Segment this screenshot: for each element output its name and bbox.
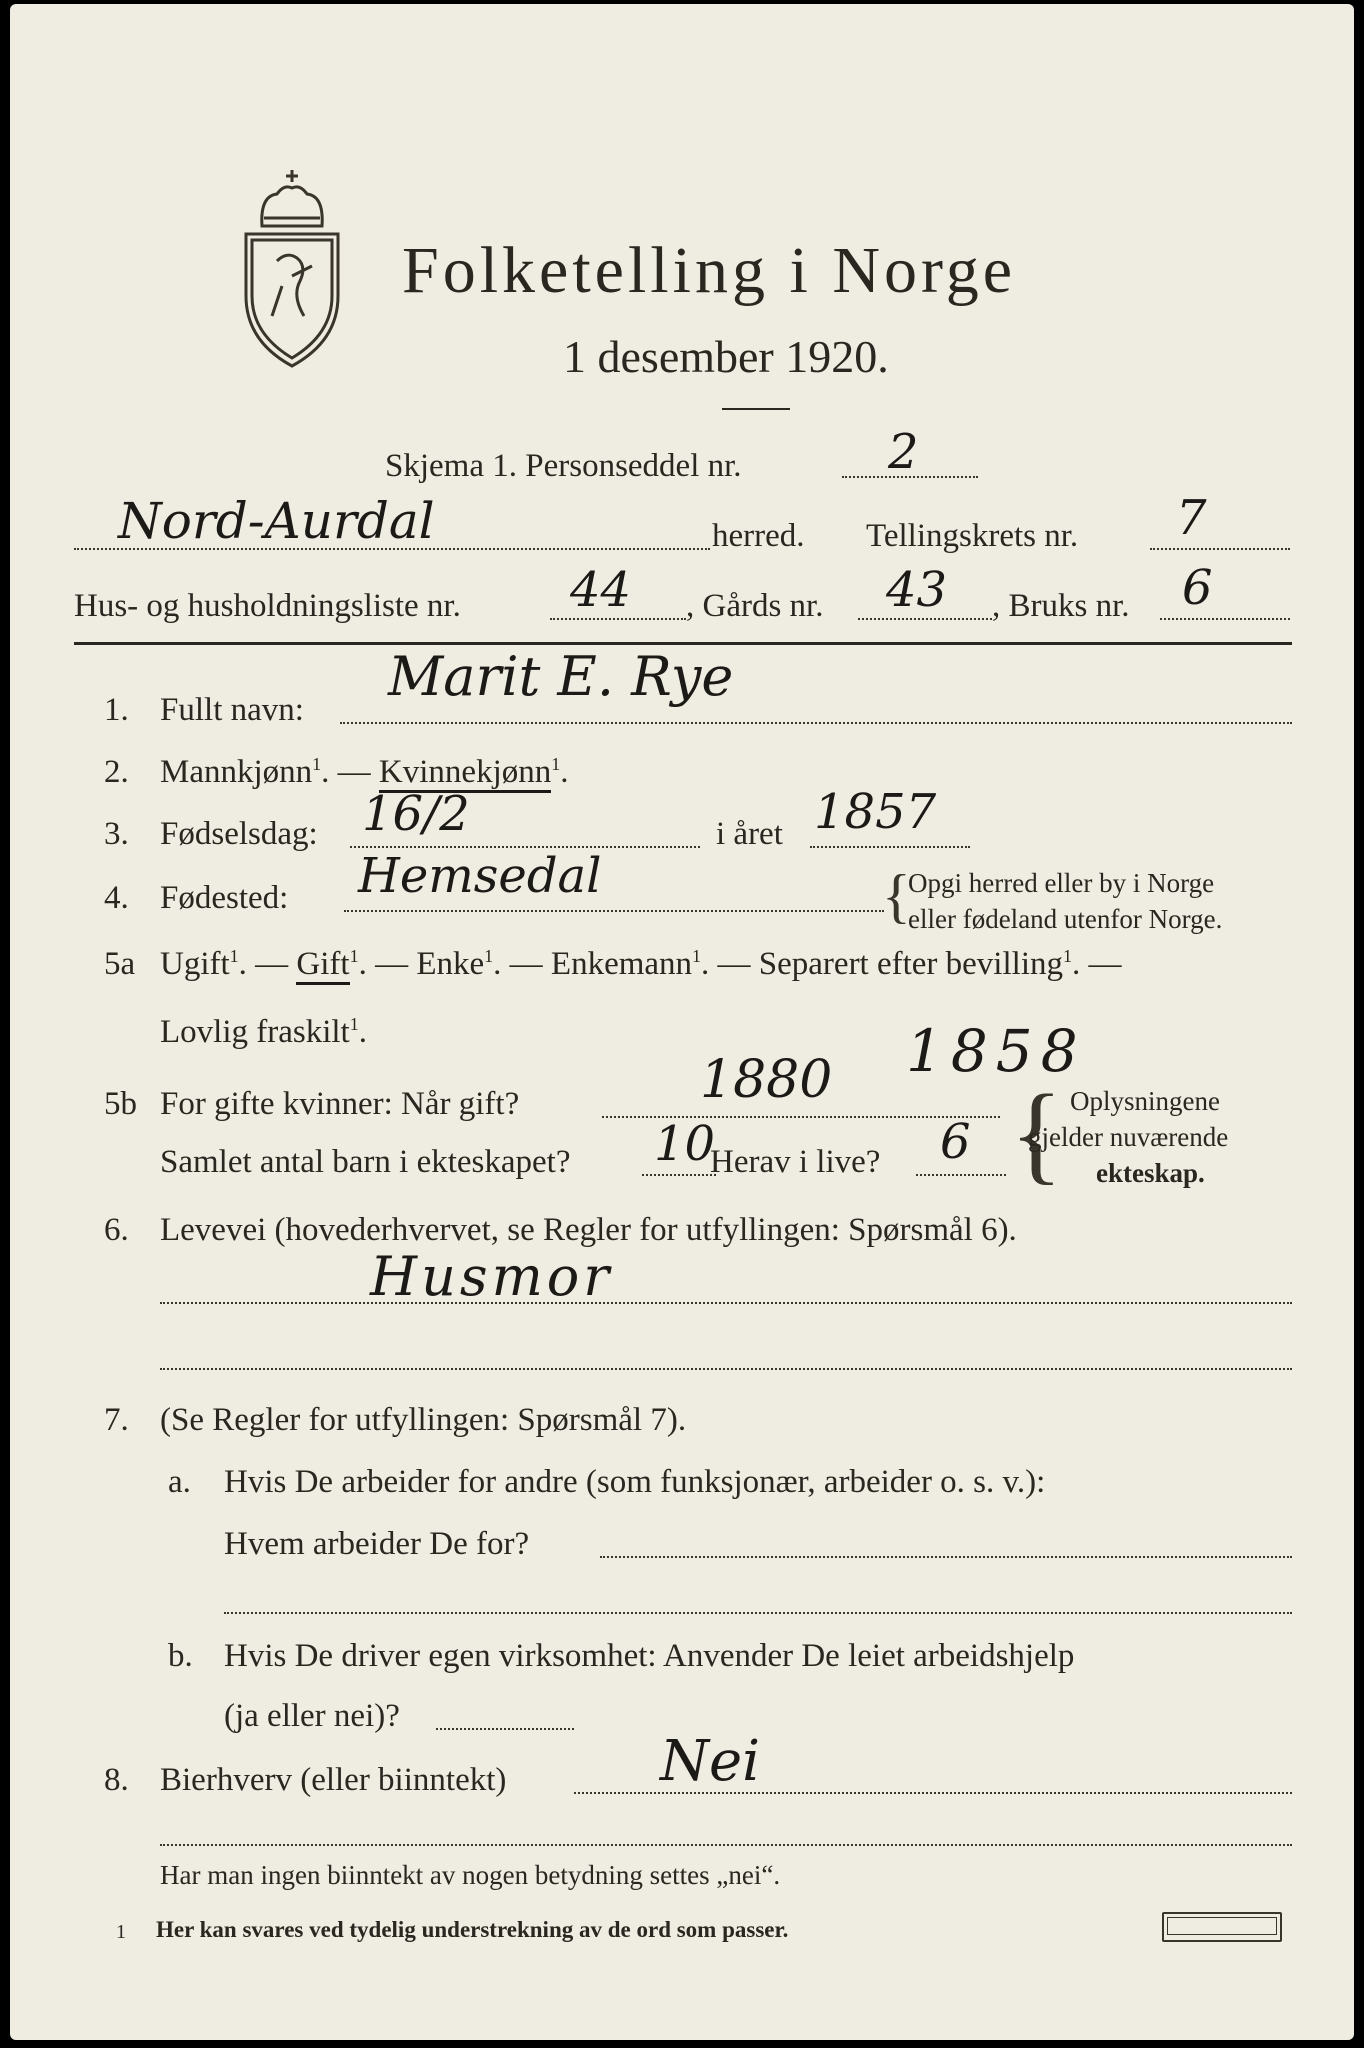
- q6-label: Levevei (hovederhvervet, se Regler for utfyllingen: Spørsmål 6).: [160, 1212, 1017, 1248]
- q4-note-2: eller fødeland utenfor Norge.: [908, 904, 1223, 934]
- bruks-nr: 6: [1182, 560, 1213, 616]
- married-year-value: 1880: [700, 1050, 833, 1110]
- q6-line-2: [160, 1368, 1292, 1370]
- q6-number: 6.: [104, 1212, 129, 1248]
- q5b-label: For gifte kvinner: Når gift?: [160, 1086, 520, 1122]
- gards-nr: 43: [886, 562, 948, 618]
- q5a-options: Ugift$^1$. — Gift$^1$. — Enke$^1$. — Enkemann$^1$. — Separert efter bevilling$^1$. —: [160, 948, 1121, 981]
- census-form-sheet: [10, 4, 1354, 2040]
- q5a-fraskilt: Lovlig fraskilt$^1$.: [160, 1014, 367, 1050]
- q1-number: 1.: [104, 692, 129, 728]
- q7b-line: [436, 1728, 574, 1730]
- husliste-nr: 44: [570, 562, 632, 618]
- q4-label: Fødested:: [160, 880, 289, 916]
- q7a-sub: Hvem arbeider De for?: [224, 1526, 530, 1562]
- husliste-line: [550, 618, 686, 620]
- q1-line: [340, 722, 1292, 724]
- q7-label: (Se Regler for utfyllingen: Spørsmål 7).: [160, 1402, 687, 1438]
- birth-year-value: 1857: [814, 784, 937, 840]
- q5b-number: 5b: [104, 1086, 137, 1122]
- biinntekt-note: Har man ingen biinntekt av nogen betydning settes „nei“.: [160, 1860, 781, 1890]
- footnote-text: Her kan svares ved tydelig understrekning av de ord som passer.: [156, 1917, 789, 1942]
- full-name-value: Marit E. Rye: [388, 645, 734, 708]
- q5a-number: 5a: [104, 946, 136, 982]
- q2-options: Mannkjønn$^1$. — Kvinnekjønn$^1$.: [160, 756, 569, 789]
- gards-line: [858, 618, 992, 620]
- side-income-value: Nei: [660, 1729, 761, 1794]
- q8-label: Bierhverv (eller biinntekt): [160, 1762, 507, 1798]
- option-enke: Enke: [416, 946, 485, 982]
- tellingskrets-label: Tellingskrets nr.: [866, 518, 1079, 554]
- bruks-label: , Bruks nr.: [992, 588, 1130, 624]
- herred-name: Nord-Aurdal: [118, 492, 435, 550]
- married-year-extra: 1858: [906, 1017, 1086, 1085]
- q5b-children-label: Samlet antal barn i ekteskapet?: [160, 1144, 571, 1180]
- q3-year-label: i året: [716, 816, 783, 852]
- q7a-line-1: [600, 1556, 1292, 1558]
- q5b-alive-line: [916, 1174, 1006, 1176]
- q4-note-1: Opgi herred eller by i Norge: [908, 868, 1215, 898]
- q5b-children-line: [642, 1174, 716, 1176]
- q6-line-1: [160, 1302, 1292, 1304]
- q7b-letter: b.: [168, 1638, 193, 1674]
- alive-value: 6: [940, 1114, 971, 1170]
- option-gift: Gift: [296, 946, 349, 985]
- q5b-note-3: ekteskap.: [1096, 1158, 1205, 1188]
- bruks-line: [1160, 618, 1290, 620]
- q8-line-2: [160, 1844, 1292, 1846]
- q7a-line-2: [224, 1612, 1292, 1614]
- q4-line: [344, 910, 884, 912]
- q5b-note-1: Oplysningene: [1070, 1086, 1220, 1116]
- option-separert: Separert efter bevilling: [758, 946, 1063, 982]
- footnote-mark: 1: [116, 1921, 126, 1943]
- q3-label: Fødselsdag:: [160, 816, 318, 852]
- q4-number: 4.: [104, 880, 129, 916]
- q1-label: Fullt navn:: [160, 692, 304, 728]
- birth-day-value: 16/2: [362, 786, 470, 842]
- form-date: 1 desember 1920.: [563, 331, 889, 382]
- occupation-value: Husmor: [370, 1245, 614, 1308]
- q5b-alive-label: Herav i live?: [710, 1144, 881, 1180]
- option-fraskilt: Lovlig fraskilt: [160, 1014, 350, 1050]
- printer-stamp: [1162, 1912, 1282, 1942]
- form-title: Folketelling i Norge: [402, 234, 1017, 307]
- children-value: 10: [654, 1116, 716, 1172]
- title-divider: [722, 408, 790, 410]
- option-enkemann: Enkemann: [550, 946, 693, 982]
- q7b-label: Hvis De driver egen virksomhet: Anvender De leiet arbeidshjelp: [224, 1638, 1075, 1674]
- gards-label: , Gårds nr.: [686, 588, 824, 624]
- q5b-note-2: gjelder nuværende: [1028, 1122, 1229, 1152]
- q7-number: 7.: [104, 1402, 129, 1438]
- q2-number: 2.: [104, 754, 129, 790]
- tellingskrets-line: [1150, 548, 1290, 550]
- skjema-label: Skjema 1. Personseddel nr.: [385, 448, 742, 484]
- herred-label: herred.: [712, 518, 805, 554]
- tellingskrets-nr: 7: [1176, 490, 1207, 546]
- option-ugift: Ugift: [160, 946, 230, 982]
- birthplace-value: Hemsedal: [358, 848, 602, 904]
- q7a-label: Hvis De arbeider for andre (som funksjonær, arbeider o. s. v.):: [224, 1464, 1046, 1500]
- q7a-letter: a.: [168, 1464, 191, 1500]
- personseddel-nr: 2: [888, 424, 919, 480]
- q3-number: 3.: [104, 816, 129, 852]
- coat-of-arms-icon: [232, 166, 352, 376]
- option-kvinnekjonn: Kvinnekjønn: [379, 754, 551, 793]
- q3-year-line: [810, 846, 970, 848]
- option-mannkjonn: Mannkjønn: [160, 754, 313, 790]
- q4-brace: {: [882, 863, 911, 929]
- q8-number: 8.: [104, 1762, 129, 1798]
- q7b-sub: (ja eller nei)?: [224, 1698, 400, 1734]
- husliste-label: Hus- og husholdningsliste nr.: [74, 588, 461, 624]
- q5b-brace: {: [1010, 1072, 1063, 1194]
